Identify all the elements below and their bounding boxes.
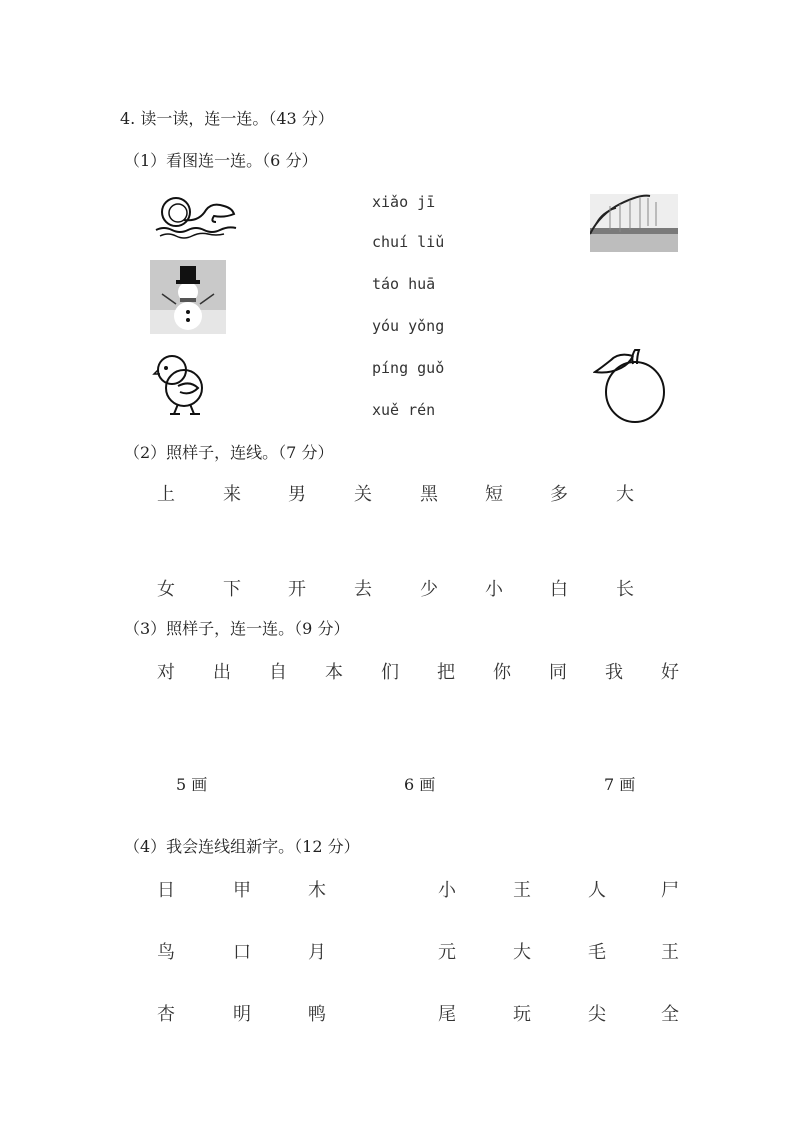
opposite-top-4: 关: [354, 484, 372, 505]
combine-left-2-3: 月: [308, 942, 326, 963]
opposite-bottom-7: 白: [550, 579, 568, 600]
pinyin-6: xuě rén: [372, 401, 436, 419]
combine-left-3-3: 鸭: [308, 1004, 326, 1025]
combine-right-2-4: 王: [661, 942, 679, 963]
combine-right-1-1: 小: [438, 880, 456, 901]
part2-heading: （2）照样子，连线。（7 分）: [124, 443, 334, 462]
combine-right-2-1: 元: [438, 942, 456, 963]
question-title: 4. 读一读，连一连。（43 分）: [120, 109, 334, 128]
stroke-char-5: 们: [381, 662, 399, 683]
combine-left-3-1: 杏: [157, 1004, 175, 1025]
combine-right-2-2: 大: [513, 942, 531, 963]
snowman-image: [150, 260, 226, 334]
combine-right-1-4: 尸: [661, 880, 679, 901]
stroke-char-6: 把: [437, 662, 455, 683]
combine-right-3-1: 尾: [438, 1004, 456, 1025]
combine-right-3-3: 尖: [588, 1004, 606, 1025]
pinyin-5: píng guǒ: [372, 359, 445, 377]
opposite-bottom-8: 长: [616, 579, 634, 600]
combine-left-1-1: 日: [157, 880, 175, 901]
combine-left-1-2: 甲: [233, 880, 251, 901]
opposite-bottom-1: 女: [157, 579, 175, 600]
opposite-top-8: 大: [616, 484, 634, 505]
combine-left-1-3: 木: [308, 880, 326, 901]
opposite-bottom-2: 下: [223, 579, 241, 600]
combine-left-2-1: 鸟: [157, 942, 175, 963]
willow-tree-image: [590, 194, 678, 252]
chick-image: [150, 346, 216, 418]
pinyin-3: táo huā: [372, 275, 436, 293]
combine-right-1-3: 人: [588, 880, 606, 901]
combine-right-3-4: 全: [661, 1004, 679, 1025]
stroke-count-6: 6 画: [404, 775, 436, 794]
combine-right-1-2: 王: [513, 880, 531, 901]
combine-right-2-3: 毛: [588, 942, 606, 963]
opposite-top-1: 上: [157, 484, 175, 505]
opposite-bottom-4: 去: [354, 579, 372, 600]
stroke-char-4: 本: [325, 662, 343, 683]
stroke-char-8: 同: [549, 662, 567, 683]
pinyin-4: yóu yǒng: [372, 317, 445, 335]
apple-image: [593, 346, 667, 424]
opposite-top-2: 来: [223, 484, 241, 505]
swimming-person-image: [154, 192, 244, 242]
stroke-char-3: 自: [269, 662, 287, 683]
opposite-bottom-3: 开: [288, 579, 306, 600]
stroke-char-9: 我: [605, 662, 623, 683]
stroke-char-7: 你: [493, 662, 511, 683]
stroke-count-7: 7 画: [604, 775, 636, 794]
part1-heading: （1）看图连一连。（6 分）: [124, 151, 318, 170]
stroke-char-2: 出: [213, 662, 231, 683]
opposite-top-5: 黑: [420, 484, 438, 505]
combine-left-2-2: 口: [233, 942, 251, 963]
part4-heading: （4）我会连线组新字。（12 分）: [124, 837, 360, 856]
opposite-top-3: 男: [288, 484, 306, 505]
stroke-count-5: 5 画: [176, 775, 208, 794]
stroke-char-1: 对: [157, 662, 175, 683]
opposite-top-7: 多: [550, 484, 568, 505]
part3-heading: （3）照样子，连一连。（9 分）: [124, 619, 350, 638]
opposite-bottom-6: 小: [485, 579, 503, 600]
stroke-char-10: 好: [661, 662, 679, 683]
pinyin-1: xiǎo jī: [372, 193, 436, 211]
opposite-bottom-5: 少: [420, 579, 438, 600]
opposite-top-6: 短: [485, 484, 503, 505]
pinyin-2: chuí liǔ: [372, 233, 445, 251]
combine-right-3-2: 玩: [513, 1004, 531, 1025]
combine-left-3-2: 明: [233, 1004, 251, 1025]
